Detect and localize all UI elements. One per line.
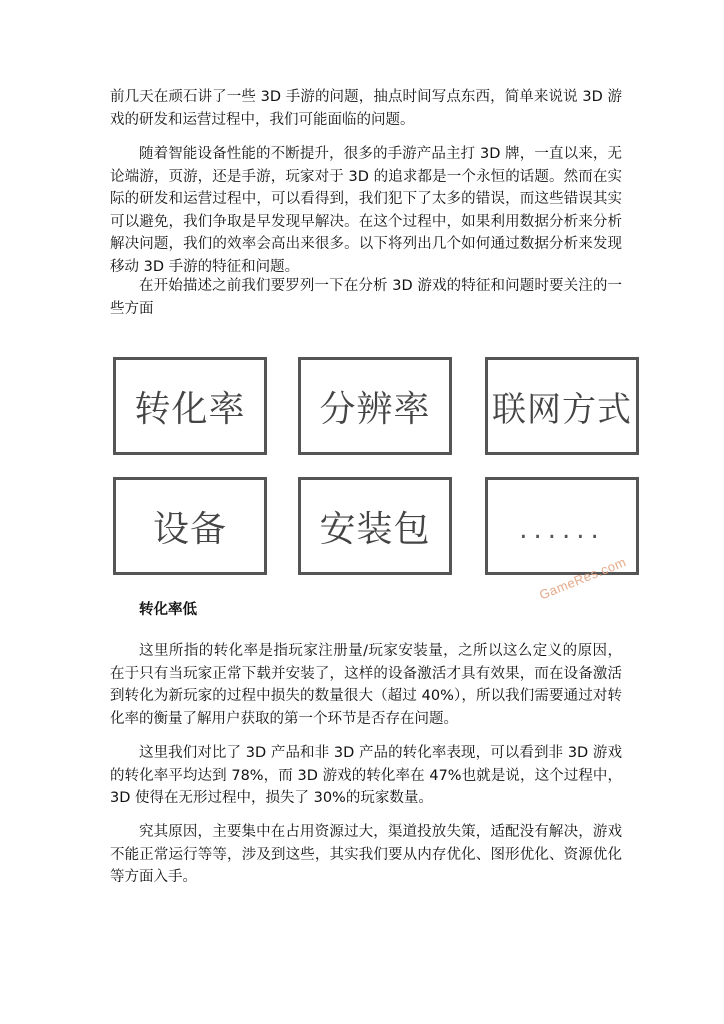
aspect-label: 分辨率 <box>319 388 431 430</box>
aspects-figure <box>113 357 632 603</box>
intro-paragraph-2: 随着智能设备性能的不断提升，很多的手游产品主打 3D 牌，一直以来，无论端游，页游，还是手游，玩家对于 3D 的追求都是一个永恒的话题。然而在实际的研发和运营过程中，可以看得到，我们犯下了太多的错误，而这些错误其实可以避免，我们争取是早发现早解决。在这个过程中，如果利用数据分析来分析解决问题，我们的效率会高出来很多。以下将列出几个如何通过数据分析来发现移动 3D 手游的特征和问题。 <box>110 146 622 275</box>
section-paragraph-3: 究其原因，主要集中在占用资源过大，渠道投放失策，适配没有解决，游戏不能正常运行等等，涉及到这些，其实我们要从内存优化、图形优化、资源优化等方面入手。 <box>110 824 622 885</box>
aspect-label: 设备 <box>152 508 227 550</box>
aspect-label: 安装包 <box>319 508 431 550</box>
aspect-label: ...... <box>519 515 605 545</box>
intro-paragraph-3: 在开始描述之前我们要罗列一下在分析 3D 游戏的特征和问题时要关注的一些方面 <box>110 278 622 317</box>
section-heading: 转化率低 <box>139 602 197 618</box>
aspect-box-conversion <box>113 357 267 455</box>
aspect-label: 转化率 <box>134 388 246 430</box>
aspect-box-resolution <box>298 357 452 455</box>
aspect-label: 联网方式 <box>492 389 632 430</box>
aspect-box-device <box>113 477 267 575</box>
section-paragraph-2: 这里我们对比了 3D 产品和非 3D 产品的转化率表现，可以看到非 3D 游戏的转化率平均达到 78%，而 3D 游戏的转化率在 47%也就是说，这个过程中，3D 使得在无形过程中，损失了 30%的玩家数量。 <box>110 745 622 806</box>
watermark: GameRes.com <box>536 554 628 603</box>
aspect-box-network <box>485 357 639 455</box>
aspect-box-more <box>485 477 639 603</box>
aspect-box-package <box>298 477 452 575</box>
section-paragraph-1: 这里所指的转化率是指玩家注册量/玩家安装量，之所以这么定义的原因，在于只有当玩家正常下载并安装了，这样的设备激活才具有效果，而在设备激活到转化为新玩家的过程中损失的数量很大（超过 40%），所以我们需要通过对转化率的衡量了解用户获取的第一个环节是否存在问题。 <box>110 643 622 727</box>
intro-paragraph-1: 前几天在顽石讲了一些 3D 手游的问题，抽点时间写点东西，简单来说说 3D 游戏的研发和运营过程中，我们可能面临的问题。 <box>110 89 622 128</box>
